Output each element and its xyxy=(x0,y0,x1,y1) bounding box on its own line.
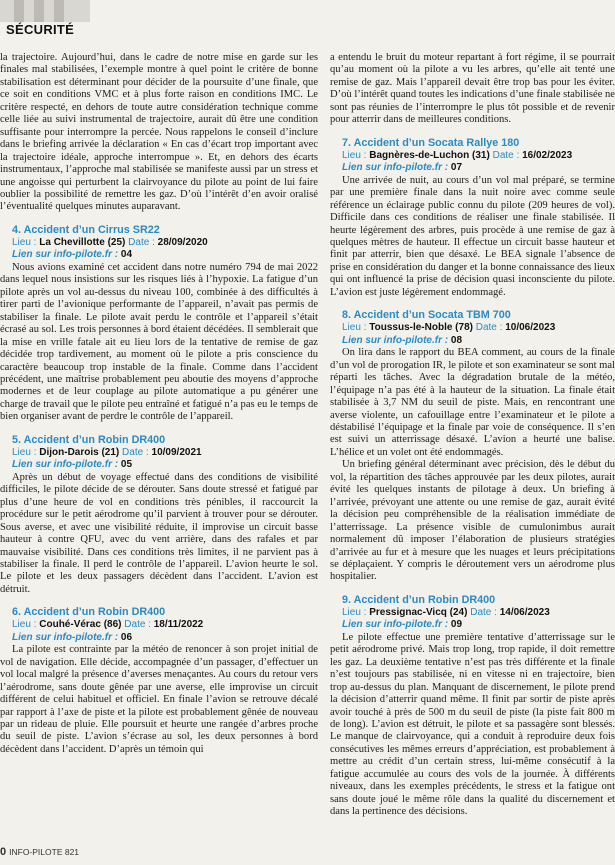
article-link[interactable]: Lien sur info-pilote.fr : 07 xyxy=(342,162,463,174)
header-bar xyxy=(0,0,90,22)
article-link[interactable]: Lien sur info-pilote.fr : 06 xyxy=(12,631,133,643)
article-7 xyxy=(330,137,615,300)
section-title: SÉCURITÉ xyxy=(6,22,75,37)
article-5 xyxy=(0,434,318,597)
article-link[interactable]: Lien sur info-pilote.fr : 04 xyxy=(12,249,133,261)
article-lieu: Toussus-le-Noble (78) xyxy=(369,322,473,334)
article-date: 10/09/2021 xyxy=(151,446,202,458)
continuation-paragraph: a entendu le bruit du moteur repartant à fort régime, il se pourrait qu’au moment où la pilote a vu les arbres, qu’elle ait tenté une remise de gaz. Mais l’appareil devait être trop bas pour les éviter. D’où l’intérêt quand toutes les indications d’une finale stabilisée ne sont pas réunies de l’interrompre le plus tôt possible et de revenir pour atterrir dans de meilleures conditions. xyxy=(330,52,615,126)
magazine-name: INFO-PILOTE 821 xyxy=(9,847,80,857)
article-title: 8. Accident d’un Socata TBM 700 xyxy=(342,309,511,322)
article-body: Un briefing général déterminant avec précision, dès le début du vol, la répartition des tâches approuvée par les deux pilotes, aurait évité les quelques instants de pilotage à deux. Un briefing à l’arrivée, prévoyant une attente ou une remise de gaz, aurait évité la décision peu compréhensible de la réalisation immédiate de l’atterrissage. La présence visible de cumulonimbus aurait normalement dû imposer l’élaboration de plusieurs stratégies d’arrivée au fur et à mesure que les nuages et leurs précipitations se déplaçaient. Y compris le déroutement vers un aérodrome plus hospitalier. xyxy=(330,459,615,583)
article-meta: Lieu : Toussus-le-Noble (78) Date : 10/06/2023 xyxy=(342,322,556,334)
article-date: 10/06/2023 xyxy=(505,322,556,334)
header-stripe xyxy=(14,0,24,22)
article-link[interactable]: Lien sur info-pilote.fr : 08 xyxy=(342,334,463,346)
article-body: Nous avions examiné cet accident dans notre numéro 794 de mai 2022 dans lequel nous insistions sur les risques liés à l’hypoxie. La fatigue d’un pilote après un vol au-dessus du niveau 100, combinée à des difficultés à tirer parti de l’avionique performante de l’appareil, n’avait pas permis de stabiliser la finale. Le pilote avait perdu le contrôle et l’appareil s’était écrasé au sol. Les trois personnes à bord étaient décédées. Il semblerait que la mise en vrille fatale ait eu lieu lors de la tentative de remise de gaz décidée trop tardivement, au moment où le pilote a pris conscience du caractère beaucoup trop instable de la finale. Comme dans l’accident précédent, une maîtrise probablement peu aboutie des moyens d’approche modernes et de leur couplage au pilote automatique a pu générer une charge de travail que le pilote peu entraîné et fatigué n’a pas eu le temps de bien organiser avant de perdre le contrôle de l’appareil. xyxy=(0,261,318,423)
article-6 xyxy=(0,606,318,756)
article-meta: Lieu : La Chevillotte (25) Date : 28/09/2020 xyxy=(12,236,208,248)
article-8 xyxy=(330,309,615,584)
page-footer xyxy=(0,846,79,858)
article-title: 7. Accident d’un Socata Rallye 180 xyxy=(342,136,520,149)
article-title: 4. Accident d’un Cirrus SR22 xyxy=(12,223,160,236)
article-meta: Lieu : Dijon-Darois (21) Date : 10/09/2021 xyxy=(12,446,202,458)
article-4 xyxy=(0,224,318,424)
article-link[interactable]: Lien sur info-pilote.fr : 05 xyxy=(12,459,133,471)
article-link[interactable]: Lien sur info-pilote.fr : 09 xyxy=(342,619,463,631)
article-lieu: La Chevillotte (25) xyxy=(39,236,126,248)
article-meta: Lieu : Bagnères-de-Luchon (31) Date : 16/02/2023 xyxy=(342,149,573,161)
article-date: 16/02/2023 xyxy=(522,149,573,161)
article-body: Après un début de voyage effectué dans des conditions de visibilité difficiles, le pilote décide de se dérouter. Sans doute stressé et fatigué par plus d’une heure de vol en conditions très pénibles, il raccourcit la procédure sur le petit aérodrome qu’il parvient à trouver pour se dérouter. Sous averse, et avec une visibilité réduite, il improvise un circuit basse hauteur à contre QFU, avec du vent arrière, dans des rafales et par mauvaise visibilité. Dans ces conditions très limites, il ne parvient pas à stabiliser la finale. Il perd le contrôle de l’appareil. L’avion heurte le sol. Le pilote et les deux passagers décèdent dans l’accident. L’avion est détruit. xyxy=(0,471,318,595)
article-body: Une arrivée de nuit, au cours d’un vol mal préparé, se termine par une première finale dans la nuit noire avec comme seule référence un éclairage public connu du pilote (209 heures de vol). Difficile dans ces conditions de réaliser une finale stabilisée. Il heurte légèrement des arbres, puis procède à une remise de gaz à quelques mètres de hauteur. Il effectue un circuit basse hauteur et finit par atterrir, bien que désaxé. Le BEA signale l’absence de prise en considération du danger et la bonne connaissance des lieux qui ont influencé la prise de décision quasi inconsciente du pilote. L’avion est juste légèrement endommagé. xyxy=(330,174,615,298)
page-number: 0 xyxy=(0,846,7,858)
article-title: 9. Accident d’un Robin DR400 xyxy=(342,593,496,606)
article-lieu: Couhé-Vérac (86) xyxy=(39,619,122,631)
article-title: 6. Accident d’un Robin DR400 xyxy=(12,606,166,619)
article-date: 14/06/2023 xyxy=(499,606,550,618)
article-date: 18/11/2022 xyxy=(153,619,204,631)
article-date: 28/09/2020 xyxy=(157,236,208,248)
article-title: 5. Accident d’un Robin DR400 xyxy=(12,433,166,446)
article-meta: Lieu : Pressignac-Vicq (24) Date : 14/06/2023 xyxy=(342,606,550,618)
article-lieu: Dijon-Darois (21) xyxy=(39,446,120,458)
right-column xyxy=(330,52,615,819)
intro-paragraph: la trajectoire. Aujourd’hui, dans le cadre de notre mise en garde sur les finales mal stabilisées, l’exemple montre à quel point le critère de bonne stabilisation est déterminant pour décider de la poursuite d’une finale, que ce soit en conditions VMC et à plus forte raison en conditions IMC. Le critère respecté, en dehors de toute autre considération technique comme celle liée au suivi instrumental de trajectoire, aurait dû être une condition suffisante pour interrompre la percée. Nous rappelons le conseil d’inclure dans le briefing arrivée la déclaration « En cas d’écart trop important avec la trajectoire idéale, approche interrompue ». Et, en dehors des écarts instrumentaux, l’approche mal stabilisée se manifeste aussi par un stress et une angoisse qui perturbent la clairvoyance du pilote au point de lui faire oublier la possibilité de remettre les gaz. D’où l’intérêt d’en avoir oralisé l’éventualité quelques minutes auparavant. xyxy=(0,52,318,213)
left-column xyxy=(0,52,318,756)
article-9 xyxy=(330,594,615,819)
header-stripe xyxy=(34,0,44,22)
article-body: Le pilote effectue une première tentative d’atterrissage sur le petit aérodrome privé. Mais trop long, trop rapide, il doit remettre les gaz. La deuxième tentative n’est pas très différente et la finale n’est toujours pas stabilisée, ni en vitesse ni en trajectoire, bien trop au-dessus du plan. Manquant de discernement, le pilote prend la décision d’atterrir quand même. Il finit par sortir de piste après avoir touché à près de 500 m du seuil de piste (la piste fait 800 m de long). L’avion est détruit, le pilote et sa passagère sont blessés. Le manque de clairvoyance, qui a conduit à reproduire deux fois consécutives les mêmes erreurs d’appréciation, est probablement à mettre au crédit d’un certain stress, lui-même consécutif à la fatigue accumulée au cours des vols de la journée. À différents niveaux, dans les exemples précédents, le stress et la fatigue ont sans doute joué le même rôle dans la qualité du discernement et dans la pertinence des décisions. xyxy=(330,631,615,818)
article-meta: Lieu : Couhé-Vérac (86) Date : 18/11/2022 xyxy=(12,619,204,631)
article-lieu: Pressignac-Vicq (24) xyxy=(369,606,468,618)
article-body: On lira dans le rapport du BEA comment, au cours de la finale d’un vol de prorogation IR, le pilote et son examinateur se sont mal réparti les tâches. Avec la dégradation brutale de la météo, l’équipage n’a pas été à la hauteur de la situation. La finale était stabilisée à 3,7 NM du seuil de piste. Mais, en rencontrant une averse violente, un cafouillage entre l’examinateur et le pilote a déstabilisé l’équipage et la finale par voie de conséquence. Il s’en est suivi un atterrissage désaxé. L’avion a heurté une balise. L’hélice et un volet ont été endommagés. xyxy=(330,347,615,458)
article-lieu: Bagnères-de-Luchon (31) xyxy=(369,149,490,161)
article-body: La pilote est contrainte par la météo de renoncer à son projet initial de vol de navigation. Elle décide, accompagnée d’un passager, d’effectuer un vol local malgré la présence d’averses menaçantes. Au cours du retour vers l’aérodrome, sans doute gênée par une averse, elle improvise un circuit différent de celui habituel et officiel. En finale l’avion se retrouve décalé par rapport à l’axe de piste et la pilote est probablement gênée de nouveau par un rideau de pluie. Elle poursuit et heurte une rangée d’arbres proche du seuil de piste. L’avion s’écrase au sol, les deux personnes à bord décèdent dans l’accident. D’après un témoin qui xyxy=(0,644,318,755)
header-stripe xyxy=(54,0,64,22)
